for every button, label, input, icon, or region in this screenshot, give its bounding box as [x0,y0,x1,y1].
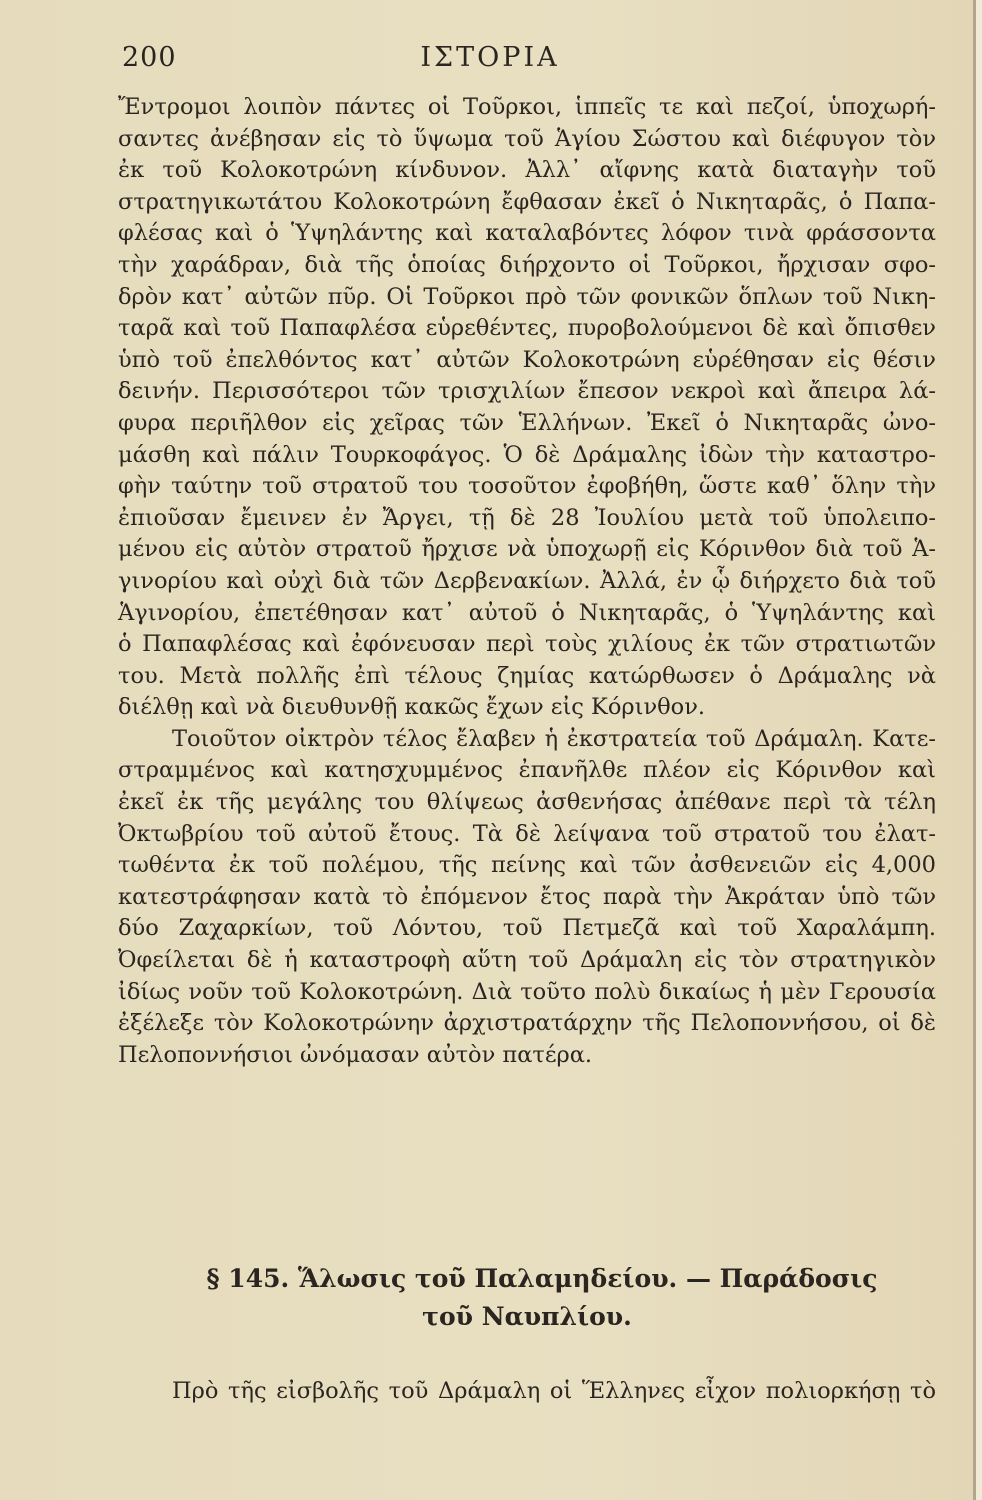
text-line: στρατηγικωτάτου Κολοκοτρώνη ἔφθασαν ἐκεῖ ὁ Νικηταρᾶς, ὁ Παπα- [118,188,936,215]
section-heading [118,1260,936,1336]
paragraph-1 [118,92,936,724]
text-line: ἐπιοῦσαν ἔμεινεν ἐν Ἄργει, τῇ δὲ 28 Ἰουλίου μετὰ τοῦ ὑπολειπο- [118,504,936,531]
text-line: τὴν χαράδραν, διὰ τῆς ὁποίας διήρχοντο οἱ Τοῦρκοι, ἤρχισαν σφο- [118,251,936,278]
text-line: φὴν ταύτην τοῦ στρατοῦ του τοσοῦτον ἐφοβήθη, ὥστε καθ᾽ ὅλην τὴν [118,473,936,500]
text-line: Πρὸ τῆς εἰσβολῆς τοῦ Δράμαλη οἱ Ἕλληνες εἶχον πολιορκήσῃ τὸ [172,1378,936,1404]
page-edge [976,0,982,1500]
text-line: Ὀκτωβρίου τοῦ αὐτοῦ ἔτους. Τὰ δὲ λείψανα τοῦ στρατοῦ του ἐλατ- [118,820,936,847]
text-line: ἰδίως νοῦν τοῦ Κολοκοτρώνη. Διὰ τοῦτο πολὺ δικαίως ἡ μὲν Γερουσία [118,978,936,1005]
text-line: ἐξέλεξε τὸν Κολοκοτρώνην ἀρχιστρατάρχην τῆς Πελοποννήσου, οἱ δὲ [118,1010,936,1037]
text-line: ἐκεῖ ἐκ τῆς μεγάλης του θλίψεως ἀσθενήσας ἀπέθανε περὶ τὰ τέλη [118,789,936,816]
text-line: Πελοποννήσιοι ὠνόμασαν αὐτὸν πατέρα. [118,1041,593,1068]
paragraph-2 [118,724,936,1072]
text-line: Ὀφείλεται δὲ ἡ καταστροφὴ αὕτη τοῦ Δράμαλη εἰς τὸν στρατηγικὸν [118,947,936,974]
text-line: φυρα περιῆλθον εἰς χεῖρας τῶν Ἑλλήνων. Ἐκεῖ ὁ Νικηταρᾶς ὠνο- [118,409,936,436]
text-line: δρὸν κατ᾽ αὐτῶν πῦρ. Οἱ Τοῦρκοι πρὸ τῶν φονικῶν ὅπλων τοῦ Νικη- [118,283,936,310]
text-line: του. Μετὰ πολλῆς ἐπὶ τέλους ζημίας κατώρθωσεν ὁ Δράμαλης νὰ [118,662,936,689]
paragraph-3 [118,1376,936,1408]
text-line: Ἔντρομοι λοιπὸν πάντες οἱ Τοῦρκοι, ἱππεῖς τε καὶ πεζοί, ὑποχωρή- [118,94,936,120]
text-line: ὁ Παπαφλέσας καὶ ἐφόνευσαν περὶ τοὺς χιλίους ἐκ τῶν στρατιωτῶν [118,631,936,658]
text-line: φλέσας καὶ ὁ Ὑψηλάντης καὶ καταλαβόντες λόφον τινὰ φράσσοντα [118,220,936,247]
text-line: ἐκ τοῦ Κολοκοτρώνη κίνδυνον. Ἀλλ᾽ αἴφνης κατὰ διαταγὴν τοῦ [118,157,936,184]
text-line: δεινήν. Περισσότεροι τῶν τρισχιλίων ἔπεσον νεκροὶ καὶ ἄπειρα λά- [118,378,936,405]
text-line: ταρᾶ καὶ τοῦ Παπαφλέσα εὑρεθέντες, πυροβολούμενοι δὲ καὶ ὄπισθεν [118,315,936,342]
page-edge-shadow [973,0,976,1500]
text-line: στραμμένος καὶ κατησχυμμένος ἐπανῆλθε πλέον εἰς Κόρινθον καὶ [118,757,936,784]
text-line: μάσθη καὶ πάλιν Τουρκοφάγος. Ὁ δὲ Δράμαλης ἰδὼν τὴν καταστρο- [118,441,936,468]
running-head [120,42,860,76]
text-line: κατεστράφησαν κατὰ τὸ ἐπόμενον ἔτος παρὰ τὴν Ἀκράταν ὑπὸ τῶν [118,883,936,910]
text-line: ὑπὸ τοῦ ἐπελθόντος κατ᾽ αὐτῶν Κολοκοτρώνη εὑρέθησαν εἰς θέσιν [118,346,936,373]
page-number: 200 [122,42,177,73]
text-line: διέλθῃ καὶ νὰ διευθυνθῇ κακῶς ἔχων εἰς Κόρινθον. [118,694,706,721]
text-line: γινορίου καὶ οὐχὶ διὰ τῶν Δερβενακίων. Ἀλλά, ἐν ᾧ διήρχετο διὰ τοῦ [118,567,936,594]
running-title: ΙΣΤΟΡΙΑ [420,42,560,73]
text-line: δύο Ζαχαρκίων, τοῦ Λόντου, τοῦ Πετμεζᾶ καὶ τοῦ Χαραλάμπη. [118,915,936,942]
main-text [118,92,936,1071]
section-heading-line: τοῦ Ναυπλίου. [422,1302,632,1331]
text-line: τωθέντα ἐκ τοῦ πολέμου, τῆς πείνης καὶ τῶν ἀσθενειῶν εἰς 4,000 [118,852,936,879]
text-line: σαντες ἀνέβησαν εἰς τὸ ὕψωμα τοῦ Ἁγίου Σώστου καὶ διέφυγον τὸν [118,125,936,152]
text-line: Ἁγινορίου, ἐπετέθησαν κατ᾽ αὐτοῦ ὁ Νικηταρᾶς, ὁ Ὑψηλάντης καὶ [118,599,936,626]
section-heading-line: § 145. Ἅλωσις τοῦ Παλαμηδείου. — Παράδοσις [206,1264,878,1293]
text-line: μένου εἰς αὐτὸν στρατοῦ ἤρχισε νὰ ὑποχωρῇ εἰς Κόρινθον διὰ τοῦ Ἁ- [118,536,936,563]
text-line: Τοιοῦτον οἰκτρὸν τέλος ἔλαβεν ἡ ἐκστρατεία τοῦ Δράμαλη. Κατε- [172,725,936,752]
